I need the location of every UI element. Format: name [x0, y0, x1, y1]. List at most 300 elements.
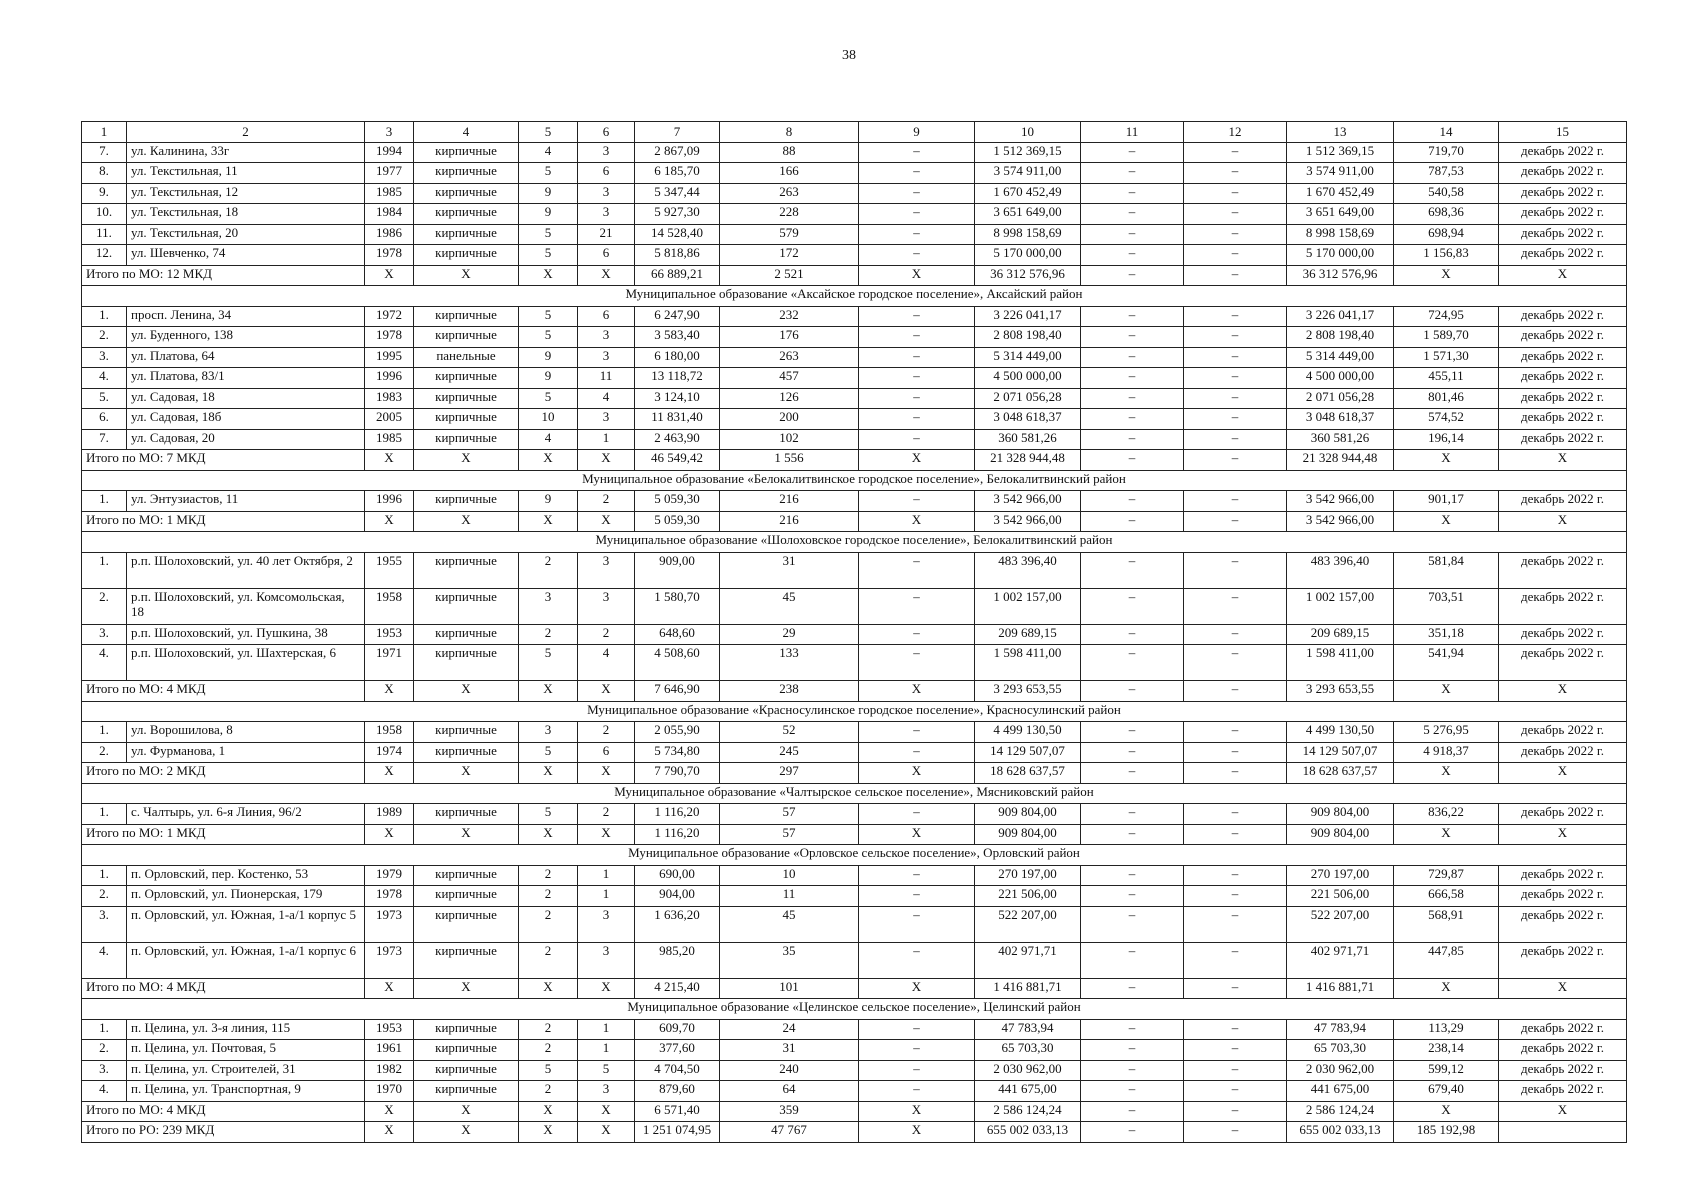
table-cell: 5 [519, 742, 578, 763]
table-cell: – [1081, 624, 1184, 645]
table-cell: 3 [578, 588, 635, 624]
table-row [82, 183, 1627, 204]
table-cell: кирпичные [414, 1060, 519, 1081]
total-cell: – [1184, 978, 1287, 999]
total-cell: – [1081, 450, 1184, 471]
table-cell: – [1081, 327, 1184, 348]
table-cell: – [1184, 183, 1287, 204]
table-cell: 1986 [365, 224, 414, 245]
table-cell: – [859, 142, 975, 163]
table-cell: декабрь 2022 г. [1499, 588, 1627, 624]
table-cell: 2 071 056,28 [975, 388, 1081, 409]
table-cell: 1982 [365, 1060, 414, 1081]
table-row [82, 804, 1627, 825]
table-cell: – [1081, 552, 1184, 588]
table-cell: кирпичные [414, 368, 519, 389]
table-cell: 5 [519, 306, 578, 327]
total-cell: 21 328 944,48 [1287, 450, 1394, 471]
table-cell: – [1184, 204, 1287, 225]
table-cell: 2 808 198,40 [975, 327, 1081, 348]
table-cell: – [1184, 886, 1287, 907]
table-cell: 599,12 [1394, 1060, 1499, 1081]
section-header-row [82, 470, 1627, 491]
total-cell: X [578, 511, 635, 532]
table-cell: – [859, 491, 975, 512]
total-cell: 101 [720, 978, 859, 999]
total-cell: 297 [720, 763, 859, 784]
table-cell: 483 396,40 [975, 552, 1081, 588]
total-cell: X [859, 978, 975, 999]
table-cell: кирпичные [414, 1019, 519, 1040]
total-cell: X [519, 1101, 578, 1122]
table-cell: п. Целина, ул. Почтовая, 5 [127, 1040, 365, 1061]
total-cell: X [1394, 763, 1499, 784]
table-cell: 483 396,40 [1287, 552, 1394, 588]
table-cell: 1958 [365, 722, 414, 743]
table-cell: кирпичные [414, 645, 519, 681]
table-cell: кирпичные [414, 906, 519, 942]
column-number: 9 [859, 122, 975, 143]
total-cell: X [414, 511, 519, 532]
table-cell: 35 [720, 942, 859, 978]
table-cell: 9 [519, 491, 578, 512]
column-number: 6 [578, 122, 635, 143]
table-cell: – [1184, 388, 1287, 409]
table-cell: – [859, 347, 975, 368]
table-cell: 221 506,00 [1287, 886, 1394, 907]
total-cell: 238 [720, 681, 859, 702]
table-cell: 126 [720, 388, 859, 409]
table-cell: 1 [578, 429, 635, 450]
section-total-row [82, 978, 1627, 999]
table-row [82, 429, 1627, 450]
table-cell: 1955 [365, 552, 414, 588]
table-cell: – [1081, 804, 1184, 825]
table-row [82, 865, 1627, 886]
table-cell: 1 636,20 [635, 906, 720, 942]
table-cell: 8 998 158,69 [975, 224, 1081, 245]
table-cell: 9 [519, 347, 578, 368]
table-cell: декабрь 2022 г. [1499, 327, 1627, 348]
column-number: 3 [365, 122, 414, 143]
table-cell: кирпичные [414, 552, 519, 588]
table-cell: – [1184, 906, 1287, 942]
total-cell: – [1081, 681, 1184, 702]
table-cell: 14 129 507,07 [975, 742, 1081, 763]
table-cell: 698,36 [1394, 204, 1499, 225]
table-cell: декабрь 2022 г. [1499, 491, 1627, 512]
grand-total-cell: 1 251 074,95 [635, 1122, 720, 1143]
table-cell: 5 314 449,00 [1287, 347, 1394, 368]
table-cell: – [1081, 1040, 1184, 1061]
table-cell: – [1081, 347, 1184, 368]
table-cell: – [859, 1081, 975, 1102]
table-cell: 909,00 [635, 552, 720, 588]
table-cell: 263 [720, 183, 859, 204]
table-cell: – [1184, 1081, 1287, 1102]
total-cell: 1 416 881,71 [975, 978, 1081, 999]
table-cell: декабрь 2022 г. [1499, 804, 1627, 825]
section-total-row [82, 265, 1627, 286]
municipality-title: Муниципальное образование «Орловское сельское поселение», Орловский район [82, 845, 1627, 866]
table-cell: 360 581,26 [975, 429, 1081, 450]
table-cell: кирпичные [414, 1040, 519, 1061]
total-cell: X [414, 450, 519, 471]
table-cell: 4 [519, 429, 578, 450]
total-cell: 66 889,21 [635, 265, 720, 286]
total-cell: X [859, 511, 975, 532]
table-cell: 2 [519, 1081, 578, 1102]
table-cell: 209 689,15 [975, 624, 1081, 645]
column-number: 4 [414, 122, 519, 143]
table-cell: 3 [578, 347, 635, 368]
table-cell: – [859, 942, 975, 978]
total-cell: 46 549,42 [635, 450, 720, 471]
grand-total-cell: X [578, 1122, 635, 1143]
municipality-title: Муниципальное образование «Целинское сельское поселение», Целинский район [82, 999, 1627, 1020]
table-cell: р.п. Шолоховский, ул. Пушкина, 38 [127, 624, 365, 645]
table-cell: – [859, 722, 975, 743]
table-cell: кирпичные [414, 409, 519, 430]
table-cell: – [1081, 368, 1184, 389]
table-row [82, 722, 1627, 743]
total-cell: X [859, 763, 975, 784]
table-cell: 904,00 [635, 886, 720, 907]
table-cell: 1 002 157,00 [1287, 588, 1394, 624]
table-cell: кирпичные [414, 624, 519, 645]
table-cell: 5 818,86 [635, 245, 720, 266]
table-cell: 836,22 [1394, 804, 1499, 825]
table-cell: – [859, 624, 975, 645]
total-cell: X [1394, 824, 1499, 845]
table-cell: 3. [82, 906, 127, 942]
table-row [82, 1060, 1627, 1081]
table-cell: – [859, 804, 975, 825]
table-cell: 360 581,26 [1287, 429, 1394, 450]
table-cell: 441 675,00 [975, 1081, 1081, 1102]
total-cell: X [365, 511, 414, 532]
table-cell: – [859, 409, 975, 430]
column-number: 8 [720, 122, 859, 143]
total-cell: X [519, 824, 578, 845]
table-cell: 2 030 962,00 [1287, 1060, 1394, 1081]
table-cell: 1 156,83 [1394, 245, 1499, 266]
table-cell: 3. [82, 624, 127, 645]
section-total-row [82, 681, 1627, 702]
table-cell: 540,58 [1394, 183, 1499, 204]
table-cell: с. Чалтырь, ул. 6-я Линия, 96/2 [127, 804, 365, 825]
table-cell: 1973 [365, 906, 414, 942]
table-cell: ул. Текстильная, 12 [127, 183, 365, 204]
grand-total-label: Итого по РО: 239 МКД [82, 1122, 365, 1143]
total-cell: 1 556 [720, 450, 859, 471]
table-cell: 31 [720, 1040, 859, 1061]
table-cell: 5 [519, 645, 578, 681]
table-cell: 263 [720, 347, 859, 368]
table-cell: – [859, 588, 975, 624]
table-cell: 1979 [365, 865, 414, 886]
grand-total-cell: – [1081, 1122, 1184, 1143]
grand-total-cell: X [859, 1122, 975, 1143]
total-cell: X [859, 450, 975, 471]
table-cell: 8 998 158,69 [1287, 224, 1394, 245]
table-cell: 5 [578, 1060, 635, 1081]
total-cell: X [414, 1101, 519, 1122]
table-cell: 801,46 [1394, 388, 1499, 409]
table-cell: 2 808 198,40 [1287, 327, 1394, 348]
table-row [82, 368, 1627, 389]
table-cell: 14 129 507,07 [1287, 742, 1394, 763]
table-cell: 441 675,00 [1287, 1081, 1394, 1102]
table-cell: 11 [578, 368, 635, 389]
grand-total-cell: 655 002 033,13 [975, 1122, 1081, 1143]
table-cell: 65 703,30 [1287, 1040, 1394, 1061]
section-header-row [82, 532, 1627, 553]
table-cell: 5 170 000,00 [1287, 245, 1394, 266]
table-cell: – [1081, 183, 1184, 204]
table-cell: 1 670 452,49 [1287, 183, 1394, 204]
table-cell: п. Целина, ул. 3-я линия, 115 [127, 1019, 365, 1040]
total-cell: X [1394, 450, 1499, 471]
table-cell: 522 207,00 [975, 906, 1081, 942]
table-cell: 1977 [365, 163, 414, 184]
page-number: 38 [842, 48, 856, 63]
table-cell: 5 927,30 [635, 204, 720, 225]
table-cell: – [1184, 368, 1287, 389]
table-row [82, 224, 1627, 245]
table-cell: 1 571,30 [1394, 347, 1499, 368]
table-cell: – [1081, 204, 1184, 225]
municipality-title: Муниципальное образование «Красносулинское городское поселение», Красносулинский район [82, 701, 1627, 722]
table-cell: 666,58 [1394, 886, 1499, 907]
table-cell: – [1184, 409, 1287, 430]
table-cell: 1978 [365, 886, 414, 907]
total-cell: 2 586 124,24 [1287, 1101, 1394, 1122]
table-cell: 3 [578, 942, 635, 978]
table-cell: 3 651 649,00 [1287, 204, 1394, 225]
section-total-row [82, 824, 1627, 845]
total-cell: 909 804,00 [1287, 824, 1394, 845]
total-cell: 2 586 124,24 [975, 1101, 1081, 1122]
table-cell: 4. [82, 645, 127, 681]
table-cell: – [859, 224, 975, 245]
grand-total-cell [1499, 1122, 1627, 1143]
table-cell: 2 [519, 886, 578, 907]
table-cell: п. Орловский, ул. Пионерская, 179 [127, 886, 365, 907]
table-cell: 1 589,70 [1394, 327, 1499, 348]
table-cell: 1984 [365, 204, 414, 225]
total-cell: X [365, 824, 414, 845]
table-cell: 2 [519, 865, 578, 886]
total-cell: X [519, 450, 578, 471]
table-cell: 4 918,37 [1394, 742, 1499, 763]
table-cell: 2. [82, 742, 127, 763]
column-number: 10 [975, 122, 1081, 143]
table-row [82, 142, 1627, 163]
table-cell: 1 512 369,15 [1287, 142, 1394, 163]
total-cell: X [578, 681, 635, 702]
table-cell: 4 499 130,50 [1287, 722, 1394, 743]
table-cell: 1 512 369,15 [975, 142, 1081, 163]
total-cell: X [1394, 265, 1499, 286]
table-cell: 574,52 [1394, 409, 1499, 430]
table-cell: декабрь 2022 г. [1499, 886, 1627, 907]
total-cell: X [519, 265, 578, 286]
table-cell: 166 [720, 163, 859, 184]
table-cell: 4 499 130,50 [975, 722, 1081, 743]
table-cell: 3 542 966,00 [975, 491, 1081, 512]
total-label: Итого по МО: 4 МКД [82, 978, 365, 999]
total-cell: – [1184, 511, 1287, 532]
table-cell: декабрь 2022 г. [1499, 865, 1627, 886]
table-cell: ул. Садовая, 20 [127, 429, 365, 450]
table-cell: 4 704,50 [635, 1060, 720, 1081]
table-cell: декабрь 2022 г. [1499, 1040, 1627, 1061]
table-cell: 3 [578, 183, 635, 204]
table-cell: – [1184, 942, 1287, 978]
table-cell: 4 508,60 [635, 645, 720, 681]
table-cell: 2 [519, 624, 578, 645]
table-cell: кирпичные [414, 163, 519, 184]
table-cell: 1996 [365, 368, 414, 389]
table-cell: 47 783,94 [975, 1019, 1081, 1040]
table-cell: 3 542 966,00 [1287, 491, 1394, 512]
table-cell: – [1184, 347, 1287, 368]
table-cell: 609,70 [635, 1019, 720, 1040]
table-cell: 1 598 411,00 [975, 645, 1081, 681]
table-cell: ул. Калинина, 33г [127, 142, 365, 163]
table-cell: 2 [578, 624, 635, 645]
column-number: 2 [127, 122, 365, 143]
table-cell: 8. [82, 163, 127, 184]
total-cell: – [1081, 265, 1184, 286]
total-cell: X [519, 511, 578, 532]
table-cell: – [1081, 306, 1184, 327]
total-label: Итого по МО: 1 МКД [82, 511, 365, 532]
table-cell: 64 [720, 1081, 859, 1102]
table-row [82, 906, 1627, 942]
table-cell: 9 [519, 368, 578, 389]
total-cell: 359 [720, 1101, 859, 1122]
table-cell: 12. [82, 245, 127, 266]
table-cell: 1995 [365, 347, 414, 368]
table-cell: 648,60 [635, 624, 720, 645]
table-cell: 4 [578, 388, 635, 409]
table-cell: 2. [82, 588, 127, 624]
table-row [82, 245, 1627, 266]
table-cell: 228 [720, 204, 859, 225]
table-cell: – [1184, 429, 1287, 450]
table-cell: 5 276,95 [1394, 722, 1499, 743]
table-cell: 402 971,71 [1287, 942, 1394, 978]
total-cell: – [1184, 450, 1287, 471]
table-row [82, 306, 1627, 327]
table-cell: 4 500 000,00 [1287, 368, 1394, 389]
table-cell: 4. [82, 942, 127, 978]
table-cell: декабрь 2022 г. [1499, 624, 1627, 645]
table-cell: декабрь 2022 г. [1499, 1081, 1627, 1102]
table-cell: – [859, 1019, 975, 1040]
table-cell: декабрь 2022 г. [1499, 429, 1627, 450]
table-cell: кирпичные [414, 491, 519, 512]
table-cell: 1953 [365, 624, 414, 645]
table-cell: – [1184, 1060, 1287, 1081]
municipality-title: Муниципальное образование «Чалтырское сельское поселение», Мясниковский район [82, 783, 1627, 804]
table-cell: 200 [720, 409, 859, 430]
table-cell: декабрь 2022 г. [1499, 742, 1627, 763]
total-cell: X [414, 978, 519, 999]
grand-total-cell: X [414, 1122, 519, 1143]
table-cell: ул. Текстильная, 20 [127, 224, 365, 245]
total-cell: X [859, 681, 975, 702]
table-cell: 5 314 449,00 [975, 347, 1081, 368]
table-cell: 3 [578, 142, 635, 163]
total-cell: 18 628 637,57 [1287, 763, 1394, 784]
table-cell: 351,18 [1394, 624, 1499, 645]
table-cell: – [859, 368, 975, 389]
table-cell: 6 185,70 [635, 163, 720, 184]
section-header-row [82, 701, 1627, 722]
table-cell: 24 [720, 1019, 859, 1040]
table-cell: 7. [82, 142, 127, 163]
table-cell: 5 734,80 [635, 742, 720, 763]
table-cell: 1 002 157,00 [975, 588, 1081, 624]
table-cell: кирпичные [414, 388, 519, 409]
table-cell: 1 [578, 1040, 635, 1061]
table-row [82, 327, 1627, 348]
table-cell: 2 867,09 [635, 142, 720, 163]
grand-total-row [82, 1122, 1627, 1143]
table-cell: – [1081, 1081, 1184, 1102]
total-cell: 21 328 944,48 [975, 450, 1081, 471]
housing-register-table [81, 121, 1627, 1143]
table-row [82, 409, 1627, 430]
column-number: 7 [635, 122, 720, 143]
total-cell: 2 521 [720, 265, 859, 286]
table-cell: – [1184, 865, 1287, 886]
total-cell: 1 416 881,71 [1287, 978, 1394, 999]
total-cell: – [1081, 763, 1184, 784]
column-number: 14 [1394, 122, 1499, 143]
table-cell: 4. [82, 368, 127, 389]
table-cell: 172 [720, 245, 859, 266]
table-cell: 5 [519, 388, 578, 409]
table-row [82, 388, 1627, 409]
table-cell: декабрь 2022 г. [1499, 552, 1627, 588]
table-cell: кирпичные [414, 1081, 519, 1102]
table-cell: декабрь 2022 г. [1499, 224, 1627, 245]
table-cell: – [1081, 865, 1184, 886]
table-cell: – [859, 552, 975, 588]
section-total-row [82, 450, 1627, 471]
total-cell: X [859, 824, 975, 845]
table-cell: декабрь 2022 г. [1499, 722, 1627, 743]
grand-total-cell: X [365, 1122, 414, 1143]
table-cell: 2. [82, 886, 127, 907]
table-cell: 1. [82, 804, 127, 825]
total-cell: 57 [720, 824, 859, 845]
total-cell: X [365, 978, 414, 999]
table-cell: 2. [82, 327, 127, 348]
table-cell: – [1184, 588, 1287, 624]
table-cell: кирпичные [414, 142, 519, 163]
table-cell: – [1184, 552, 1287, 588]
table-cell: – [859, 645, 975, 681]
total-cell: 216 [720, 511, 859, 532]
table-cell: кирпичные [414, 183, 519, 204]
table-cell: кирпичные [414, 306, 519, 327]
total-cell: X [578, 450, 635, 471]
